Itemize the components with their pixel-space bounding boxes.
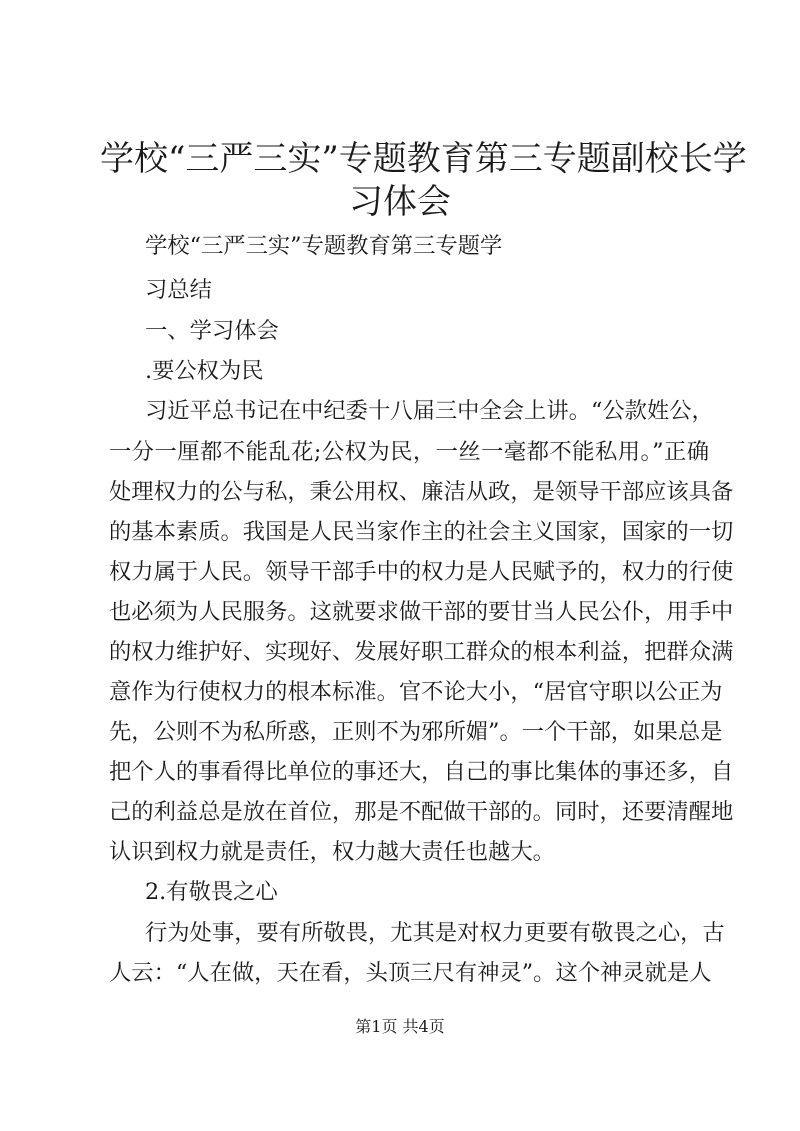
paragraph-1-line-7: 的权力维护好、实现好、发展好职工群众的根本利益，把群众满 (109, 639, 734, 665)
paragraph-1-line-12: 认识到权力就是责任，权力越大责任也越大。 (109, 839, 555, 865)
subtitle-line-1: 学校“三严三实”专题教育第三专题学 (145, 233, 503, 259)
subsection-heading-1: .要公权为民 (145, 358, 264, 384)
paragraph-1-line-9: 先，公则不为私所惑，正则不为邪所媚”。一个干部，如果总是 (109, 719, 723, 745)
subtitle-line-2: 习总结 (145, 277, 212, 303)
paragraph-1-line-10: 把个人的事看得比单位的事还大，自己的事比集体的事还多，自 (109, 759, 734, 785)
document-title-line-2: 习体会 (349, 182, 451, 222)
paragraph-1-line-2: 一分一厘都不能乱花;公权为民，一丝一毫都不能私用。”正确 (109, 439, 709, 465)
paragraph-1-line-5: 权力属于人民。领导干部手中的权力是人民赋予的，权力的行使 (109, 559, 734, 585)
paragraph-2-line-1: 行为处事，要有所敬畏，尤其是对权力更要有敬畏之心，古 (145, 920, 725, 946)
paragraph-1-line-6: 也必须为人民服务。这就要求做干部的要甘当人民公仆，用手中 (109, 599, 734, 625)
paragraph-1-line-1: 习近平总书记在中纪委十八届三中全会上讲。“公款姓公， (145, 398, 714, 424)
page-footer: 第1页 共4页 (355, 1017, 445, 1036)
paragraph-1-line-3: 处理权力的公与私，秉公用权、廉洁从政，是领导干部应该具备 (109, 479, 734, 505)
paragraph-1-line-11: 己的利益总是放在首位，那是不配做干部的。同时，还要清醒地 (109, 799, 734, 825)
paragraph-1-line-8: 意作为行使权力的根本标准。官不论大小，“居官守职以公正为 (109, 679, 723, 705)
document-title-line-1: 学校“三严三实”专题教育第三专题副校长学 (100, 139, 747, 179)
paragraph-2-line-2: 人云：“人在做，天在看，头顶三尺有神灵”。这个神灵就是人 (109, 960, 712, 986)
subsection-heading-2: 2.有敬畏之心 (145, 879, 278, 905)
paragraph-1-line-4: 的基本素质。我国是人民当家作主的社会主义国家，国家的一切 (109, 519, 734, 545)
section-heading: 一、学习体会 (145, 318, 279, 344)
